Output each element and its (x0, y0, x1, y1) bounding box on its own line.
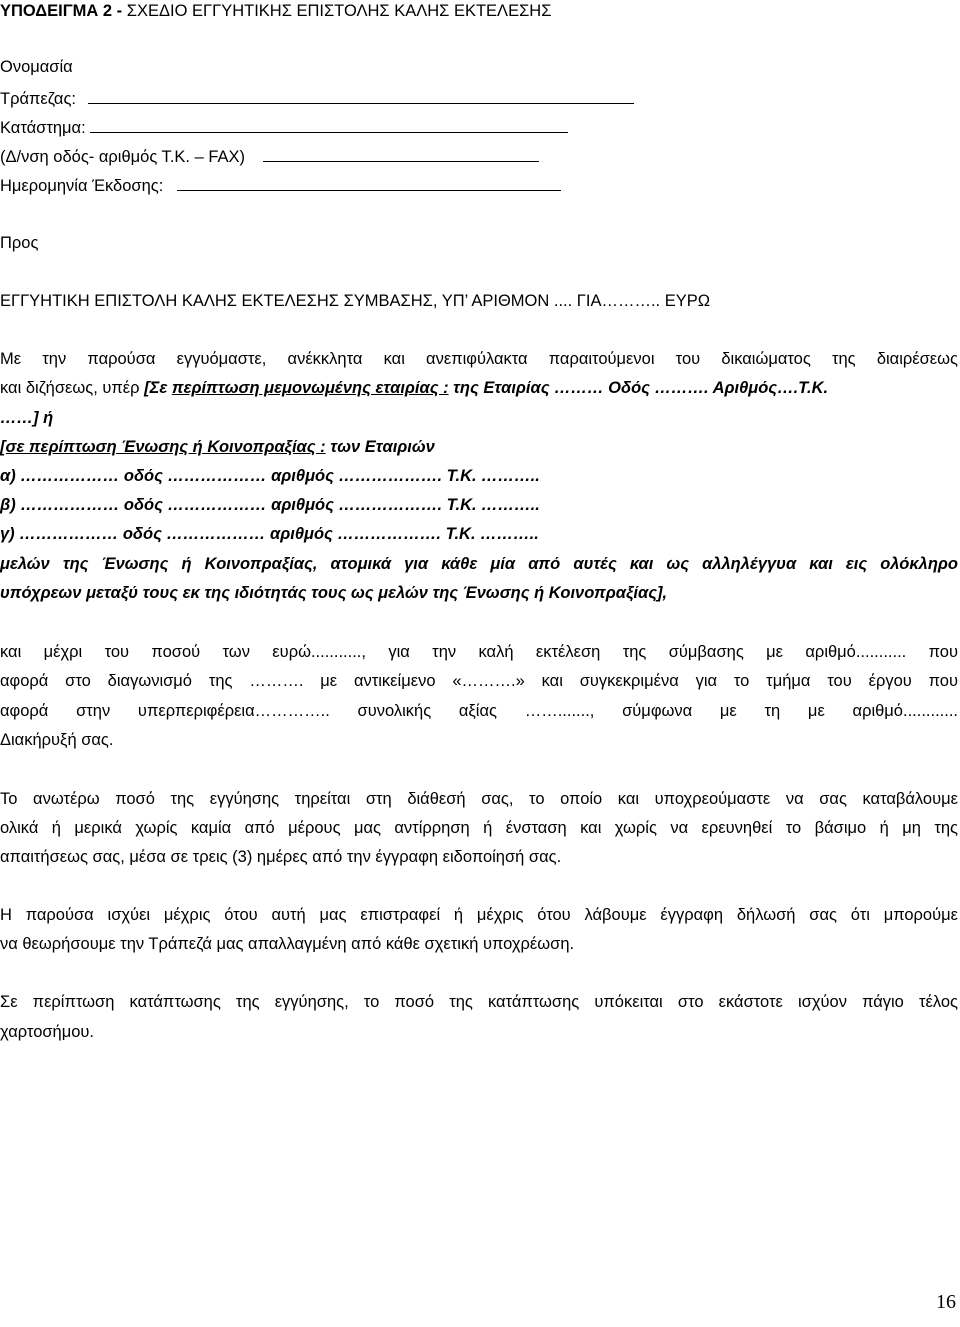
branch-blank-line (90, 116, 568, 133)
issue-date-label: Ημερομηνία Έκδοσης: (0, 177, 164, 195)
branch-label: Κατάστημα: (0, 119, 86, 137)
address-label: (Δ/νση οδός- αριθμός Τ.Κ. – FAX) (0, 148, 246, 166)
recipient-label: Προς (0, 234, 39, 252)
branch-field-row (0, 116, 568, 138)
paragraph-1-line-2 (0, 378, 828, 398)
paragraph-2-line-3: αφορά στην υπερπεριφέρεια………….. συνολικής αξίας ……......., σύμφωνα με τη με αριθμό............ (0, 702, 958, 720)
paragraph-1-line-4 (0, 437, 435, 457)
document-title (0, 1, 551, 21)
subject-line: ΕΓΓΥΗΤΙΚΗ ΕΠΙΣΤΟΛΗ ΚΑΛΗΣ ΕΚΤΕΛΕΣΗΣ ΣΥΜΒΑΣΗΣ, ΥΠ’ ΑΡΙΘΜΟΝ .... ΓΙΑ……….. ΕΥΡΩ (0, 292, 711, 310)
member-b: β) ……………… οδός ……………… αριθμός ………………. Τ.Κ. ……….. (0, 496, 540, 514)
address-blank-line (263, 145, 539, 162)
consortium-underlined: [σε περίπτωση Ένωσης ή Κοινοπραξίας : (0, 438, 326, 456)
bank-name-label: Ονομασία (0, 58, 73, 76)
bank-field-row (0, 87, 634, 109)
address-field-row (0, 145, 539, 167)
text-bold-italic: [Σε (144, 379, 172, 397)
title-rest: ΣΧΕΔΙΟ ΕΓΓΥΗΤΙΚΗΣ ΕΠΙΣΤΟΛΗΣ ΚΑΛΗΣ ΕΚΤΕΛΕΣΗΣ (122, 2, 552, 20)
issue-date-blank-line (177, 174, 561, 191)
member-a: α) ……………… οδός ……………… αριθμός ………………. Τ.Κ. ……….. (0, 467, 540, 485)
title-bold: ΥΠΟΔΕΙΓΜΑ 2 - (0, 2, 123, 20)
paragraph-5-line-1: Σε περίπτωση κατάπτωσης της εγγύησης, το ποσό της κατάπτωσης υπόκειται στο εκάστοτε ισχύον πάγιο τέλος (0, 993, 958, 1011)
paragraph-3-line-1: Το ανωτέρω ποσό της εγγύησης τηρείται στη διάθεσή σας, το οποίο και υποχρεούμαστε να σας καταβάλουμε (0, 790, 958, 808)
paragraph-1-line-3: ……] ή (0, 409, 54, 427)
members-line-2: υπόχρεων μεταξύ τους εκ της ιδιότητάς τους ως μελών της Ένωσης ή Κοινοπραξίας], (0, 584, 668, 602)
paragraph-2-line-4: Διακήρυξή σας. (0, 731, 114, 749)
text-plain: και διζήσεως, υπέρ (0, 379, 145, 397)
paragraph-3-line-3: απαιτήσεως σας, μέσα σε τρεις (3) ημέρες από την έγγραφη ειδοποίησή σας. (0, 848, 562, 866)
paragraph-4-line-1: Η παρούσα ισχύει μέχρις ότου αυτή μας επιστραφεί ή μέχρις ότου λάβουμε έγγραφη δήλωσή σας ότι μπορούμε (0, 906, 958, 924)
member-c: γ) ……………… οδός ……………… αριθμός ………………. Τ.Κ. ……….. (0, 525, 539, 543)
paragraph-3-line-2: ολικά ή μερικά χωρίς καμία από μέρους μας αντίρρηση ή ένσταση και χωρίς να ερευνηθεί το βάσιμο ή μη της (0, 819, 958, 837)
text-bold-italic-end: της Εταιρίας ……… Οδός ………. Αριθμός….Τ.Κ. (448, 379, 829, 397)
paragraph-1-line-1: Με την παρούσα εγγυόμαστε, ανέκκλητα και ανεπιφύλακτα παραιτούμενοι του δικαιώματος της διαιρέσεως (0, 350, 958, 368)
issue-date-field-row (0, 174, 561, 196)
text-underlined: περίπτωση μεμονωμένης εταιρίας : (171, 379, 449, 397)
paragraph-2-line-2: αφορά στο διαγωνισμό της ………. με αντικείμενο «……….» και συγκεκριμένα για το τμήμα του έργου που (0, 672, 958, 690)
paragraph-4-line-2: να θεωρήσουμε την Τράπεζά μας απαλλαγμένη από κάθε σχετική υποχρέωση. (0, 935, 575, 953)
paragraph-5-line-2: χαρτοσήμου. (0, 1023, 95, 1041)
bank-label: Τράπεζας: (0, 90, 76, 108)
members-line-1: μελών της Ένωσης ή Κοινοπραξίας, ατομικά για κάθε μία από αυτές και ως αλληλέγγυα και εις ολόκληρο (0, 555, 958, 573)
page-number: 16 (936, 1291, 956, 1313)
consortium-rest: των Εταιριών (325, 438, 435, 456)
paragraph-2-line-1: και μέχρι του ποσού των ευρώ..........., για την καλή εκτέλεση της σύμβασης με αριθμό........... που (0, 643, 958, 661)
bank-blank-line (88, 87, 634, 104)
